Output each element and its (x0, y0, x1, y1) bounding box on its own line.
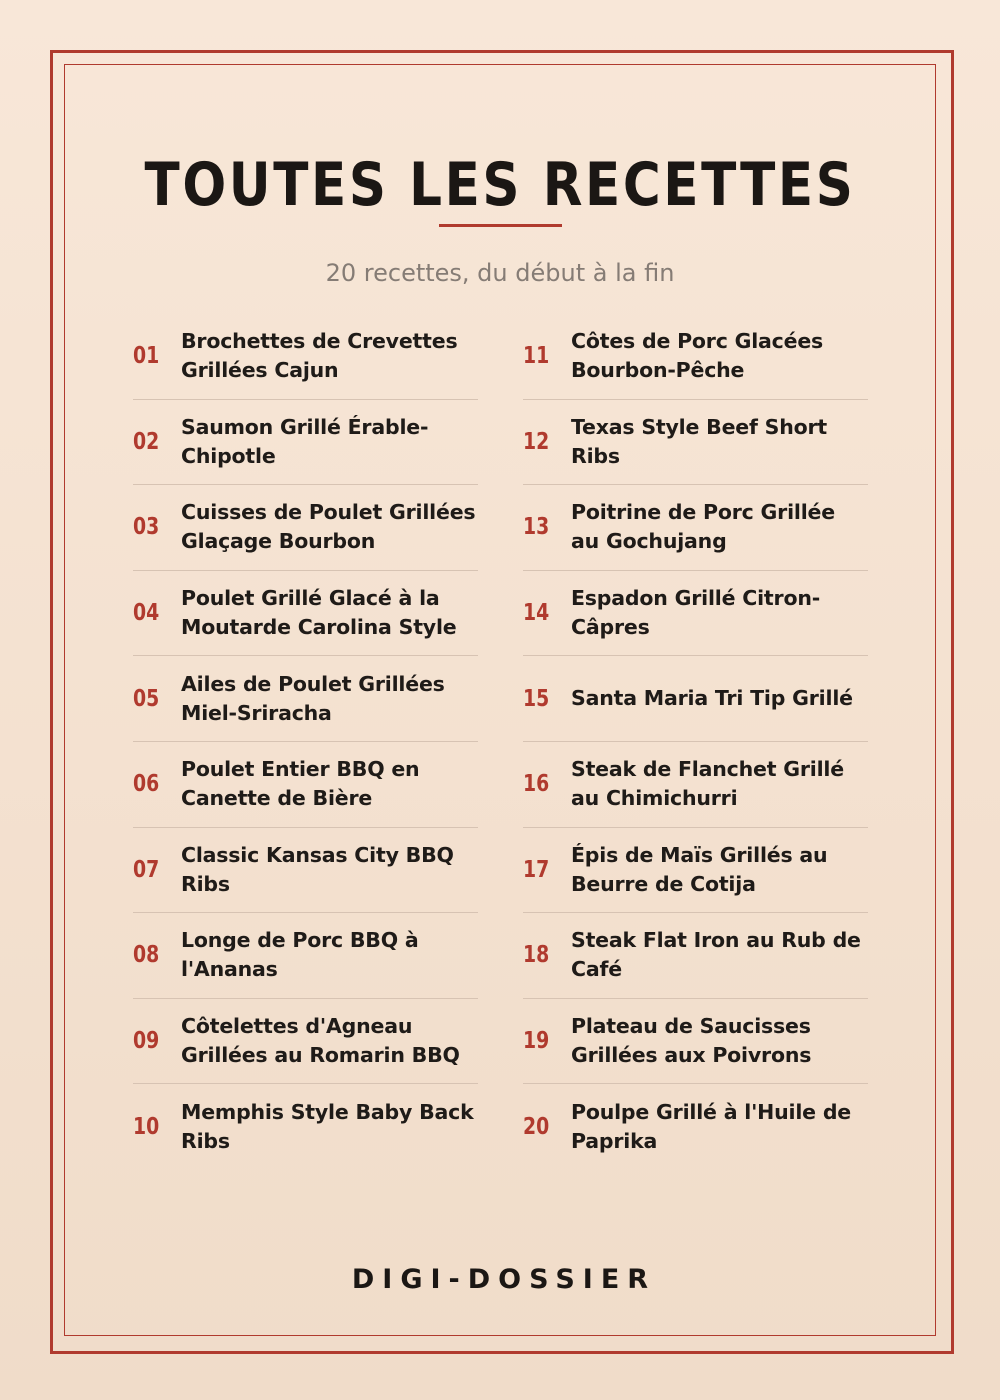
recipe-number: 19 (523, 1028, 550, 1055)
recipe-name: Cuisses de Poulet Grillées Glaçage Bourbon (181, 500, 476, 554)
recipe-item-07 (133, 827, 478, 913)
recipe-item-03 (133, 484, 478, 570)
recipe-name: Steak de Flanchet Grillé au Chimichurri (571, 757, 844, 811)
recipe-number: 18 (523, 942, 550, 969)
recipe-item-13 (523, 484, 868, 570)
recipe-number: 01 (133, 342, 160, 369)
recipe-number: 07 (133, 856, 160, 883)
recipe-number: 02 (133, 428, 160, 455)
recipe-number: 06 (133, 771, 160, 798)
recipe-item-02 (133, 399, 478, 485)
recipe-item-08 (133, 912, 478, 998)
recipe-name: Santa Maria Tri Tip Grillé (571, 686, 853, 711)
recipe-name: Steak Flat Iron au Rub de Café (571, 928, 861, 982)
recipe-item-06 (133, 741, 478, 827)
recipe-list-left (133, 313, 478, 1169)
recipe-name: Poulpe Grillé à l'Huile de Paprika (571, 1099, 851, 1153)
recipe-item-11 (523, 313, 868, 399)
recipe-name: Plateau de Saucisses Grillées aux Poivrons (571, 1014, 812, 1068)
recipe-item-10 (133, 1083, 478, 1169)
recipe-number: 16 (523, 771, 550, 798)
recipe-name: Côtes de Porc Glacées Bourbon-Pêche (571, 328, 824, 382)
recipe-number: 11 (523, 342, 550, 369)
recipe-item-12 (523, 399, 868, 485)
recipe-item-18 (523, 912, 868, 998)
recipe-number: 12 (523, 428, 550, 455)
recipe-item-04 (133, 570, 478, 656)
recipe-number: 13 (523, 514, 550, 541)
recipe-item-05 (133, 655, 478, 741)
recipe-name: Épis de Maïs Grillés au Beurre de Cotija (571, 842, 828, 896)
recipe-item-15 (523, 655, 868, 741)
recipe-name: Poulet Grillé Glacé à la Moutarde Carolina Style (181, 586, 457, 640)
recipe-item-17 (523, 827, 868, 913)
recipe-name: Classic Kansas City BBQ Ribs (181, 842, 454, 896)
recipe-list-right (523, 313, 868, 1169)
brand-footer: DIGI-DOSSIER (351, 1264, 657, 1295)
recipe-number: 20 (523, 1113, 550, 1140)
recipe-number: 14 (523, 600, 550, 627)
recipe-item-09 (133, 998, 478, 1084)
recipe-number: 04 (133, 600, 160, 627)
recipe-number: 09 (133, 1028, 160, 1055)
recipe-number: 15 (523, 685, 550, 712)
recipe-item-20 (523, 1083, 868, 1169)
recipe-name: Saumon Grillé Érable-Chipotle (181, 414, 429, 468)
recipe-number: 17 (523, 856, 550, 883)
recipe-name: Ailes de Poulet Grillées Miel-Sriracha (181, 671, 445, 725)
recipe-number: 05 (133, 685, 160, 712)
recipe-number: 10 (133, 1113, 160, 1140)
recipe-number: 08 (133, 942, 160, 969)
recipe-name: Memphis Style Baby Back Ribs (181, 1099, 474, 1153)
recipe-item-01 (133, 313, 478, 399)
page-title: TOUTES LES RECETTES (144, 150, 856, 220)
recipe-item-19 (523, 998, 868, 1084)
page-subtitle: 20 recettes, du début à la fin (325, 259, 675, 287)
recipe-name: Longe de Porc BBQ à l'Ananas (181, 928, 419, 982)
recipe-name: Texas Style Beef Short Ribs (571, 414, 827, 468)
recipe-name: Brochettes de Crevettes Grillées Cajun (181, 328, 458, 382)
recipe-item-16 (523, 741, 868, 827)
recipe-name: Poulet Entier BBQ en Canette de Bière (181, 757, 420, 811)
recipe-number: 03 (133, 514, 160, 541)
recipe-item-14 (523, 570, 868, 656)
title-underline (439, 224, 562, 227)
recipe-name: Côtelettes d'Agneau Grillées au Romarin BBQ (181, 1014, 460, 1068)
recipe-name: Espadon Grillé Citron-Câpres (571, 586, 821, 640)
recipe-name: Poitrine de Porc Grillée au Gochujang (571, 500, 835, 554)
